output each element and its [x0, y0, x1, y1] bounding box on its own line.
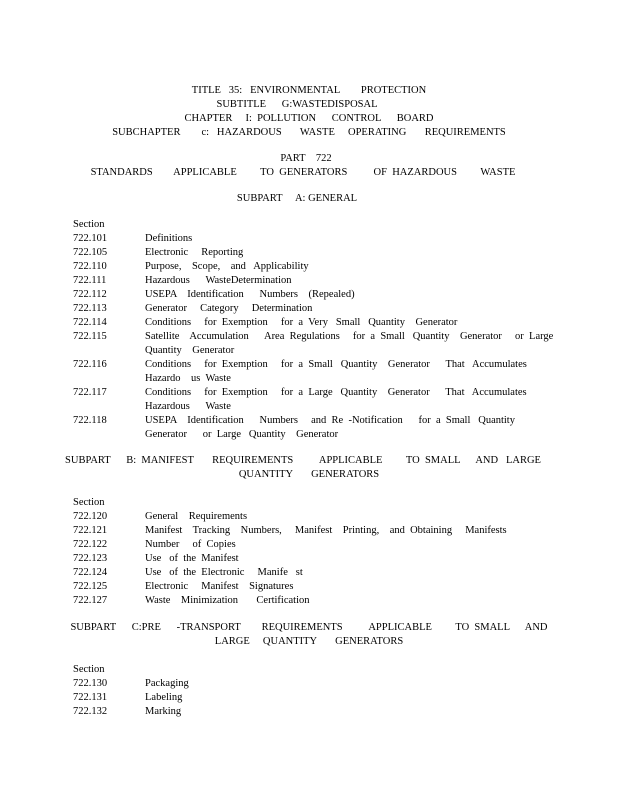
section-row: [73, 510, 553, 524]
section-row: [73, 358, 553, 372]
section-number: 722.127: [73, 595, 108, 606]
section-title: Hazardous Waste: [145, 401, 231, 412]
section-number: 722.101: [73, 233, 108, 244]
section-number: 722.111: [73, 275, 107, 286]
section-title: Conditions for Exemption for a Small Quantity Generator That Accumulates: [145, 359, 527, 370]
section-number: 722.121: [73, 525, 108, 536]
section-number: 722.105: [73, 247, 108, 258]
section-title: Marking: [145, 706, 182, 717]
section-row: [73, 552, 553, 566]
section-row-continuation: [73, 344, 553, 358]
section-title: Hazardous WasteDetermination: [145, 275, 292, 286]
section-label: Section: [73, 497, 105, 508]
title-line: TITLE 35: ENVIRONMENTAL PROTECTION: [191, 85, 427, 96]
section-row: [73, 246, 553, 260]
subpart-b-heading: SUBPART B: MANIFEST REQUIREMENTS APPLICABLE TO SMALL AND LARGE: [65, 455, 541, 466]
section-number: 722.132: [73, 706, 108, 717]
section-label: Section: [73, 219, 105, 230]
section-title: Purpose, Scope, and Applicability: [145, 261, 309, 272]
part-line: PART 722: [280, 153, 332, 164]
section-title: Generator or Large Quantity Generator: [145, 429, 339, 440]
subpart-b-heading-cont: QUANTITY GENERATORS: [238, 469, 380, 480]
section-title: Number of Copies: [145, 539, 236, 550]
subchapter-line: SUBCHAPTER c: HAZARDOUS WASTE OPERATING REQUIREMENTS: [112, 127, 506, 138]
section-row: [73, 594, 553, 608]
subpart-c-heading-cont: LARGE QUANTITY GENERATORS: [214, 636, 404, 647]
section-title: Quantity Generator: [145, 345, 235, 356]
part-title-line: STANDARDS APPLICABLE TO GENERATORS OF HAZARDOUS WASTE: [90, 167, 516, 178]
section-title: Conditions for Exemption for a Large Quantity Generator That Accumulates: [145, 387, 527, 398]
section-number: 722.115: [73, 331, 107, 342]
section-title: USEPA Identification Numbers and Re -Notification for a Small Quantity: [145, 415, 515, 426]
chapter-line: CHAPTER I: POLLUTION CONTROL BOARD: [184, 113, 434, 124]
section-title: Labeling: [145, 692, 183, 703]
section-number: 722.114: [73, 317, 107, 328]
subpart-c-heading: SUBPART C:PRE -TRANSPORT REQUIREMENTS APPLICABLE TO SMALL AND: [70, 622, 548, 633]
section-number: 722.113: [73, 303, 107, 314]
section-title: USEPA Identification Numbers (Repealed): [145, 289, 355, 300]
section-number: 722.124: [73, 567, 108, 578]
section-row: [73, 691, 553, 705]
section-title: Generator Category Determination: [145, 303, 313, 314]
section-row: [73, 232, 553, 246]
section-row-continuation: [73, 428, 553, 442]
section-title: Use of the Electronic Manife st: [145, 567, 303, 578]
section-row: [73, 274, 553, 288]
section-row: [73, 302, 553, 316]
section-number: 722.118: [73, 415, 107, 426]
section-row: [73, 524, 553, 538]
section-title: Manifest Tracking Numbers, Manifest Printing, and Obtaining Manifests: [145, 525, 507, 536]
section-row: [73, 288, 553, 302]
section-title: General Requirements: [145, 511, 248, 522]
section-number: 722.123: [73, 553, 108, 564]
section-number: 722.131: [73, 692, 108, 703]
subpart-a-heading: SUBPART A: GENERAL: [236, 193, 358, 204]
section-row: [73, 566, 553, 580]
section-title: Hazardo us Waste: [145, 373, 231, 384]
section-number: 722.117: [73, 387, 107, 398]
section-row-continuation: [73, 372, 553, 386]
section-title: Electronic Reporting: [145, 247, 244, 258]
section-number: 722.110: [73, 261, 107, 272]
subtitle-line: SUBTITLE G:WASTEDISPOSAL: [216, 99, 378, 110]
section-number: 722.125: [73, 581, 108, 592]
section-row-continuation: [73, 400, 553, 414]
section-row: [73, 414, 553, 428]
section-title: Satellite Accumulation Area Regulations for a Small Quantity Generator or Large: [145, 331, 554, 342]
section-number: 722.116: [73, 359, 107, 370]
section-row: [73, 330, 553, 344]
section-title: Definitions: [145, 233, 193, 244]
section-number: 722.130: [73, 678, 108, 689]
section-row: [73, 260, 553, 274]
section-title: Waste Minimization Certification: [145, 595, 310, 606]
section-row: [73, 386, 553, 400]
section-row: [73, 538, 553, 552]
section-number: 722.112: [73, 289, 107, 300]
section-title: Packaging: [145, 678, 189, 689]
section-label: Section: [73, 664, 105, 675]
section-title: Electronic Manifest Signatures: [145, 581, 294, 592]
section-row: [73, 580, 553, 594]
section-title: Use of the Manifest: [145, 553, 239, 564]
section-number: 722.122: [73, 539, 108, 550]
section-row: [73, 677, 553, 691]
section-number: 722.120: [73, 511, 108, 522]
section-row: [73, 705, 553, 719]
section-title: Conditions for Exemption for a Very Small Quantity Generator: [145, 317, 458, 328]
section-row: [73, 316, 553, 330]
